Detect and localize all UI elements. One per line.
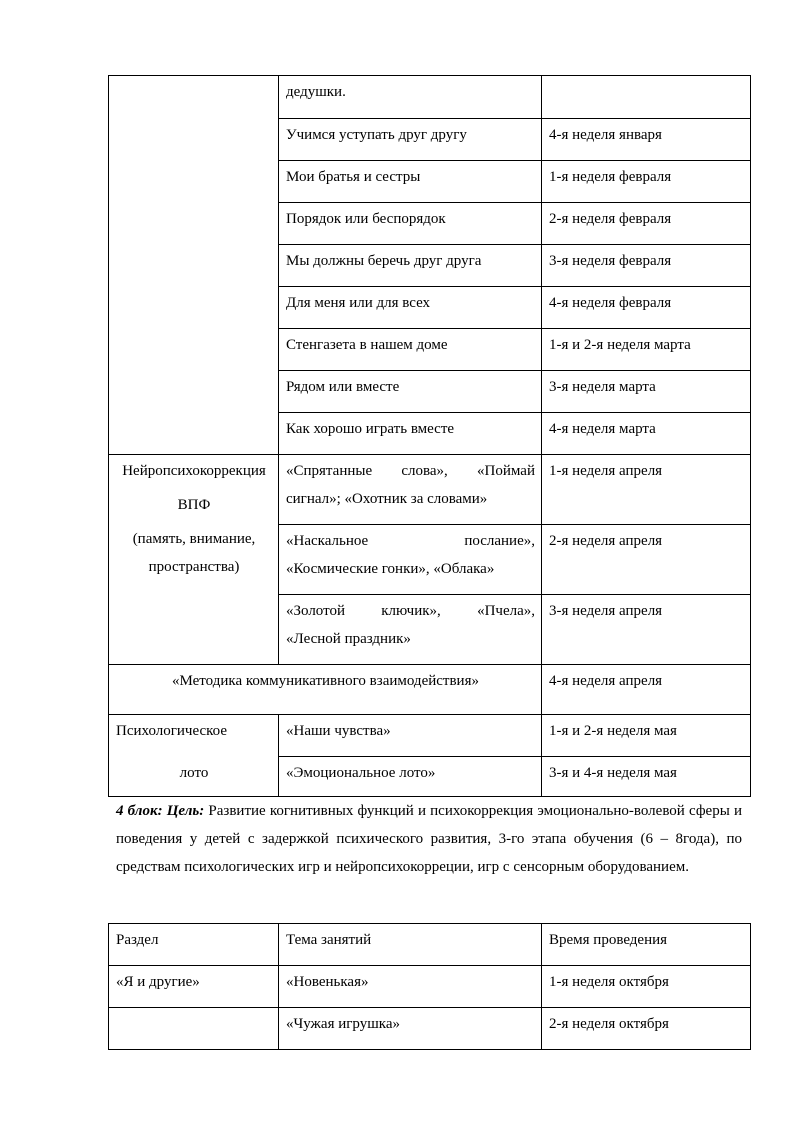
time-cell: 1-я неделя февраля	[542, 161, 751, 203]
section-neuro-line2: ВПФ	[177, 497, 211, 513]
section-cell-psych	[109, 715, 279, 797]
method-cell: «Методика коммуникативного взаимодействия»	[109, 665, 542, 715]
section-cell-empty	[109, 76, 279, 455]
time-cell: 4-я неделя апреля	[542, 665, 751, 715]
time-cell	[542, 76, 751, 119]
schedule-table-continued	[108, 75, 751, 797]
time-cell: 1-я и 2-я неделя марта	[542, 329, 751, 371]
section-neuro-line3: (память, внимание,	[132, 531, 256, 547]
topic-cell: Для меня или для всех	[279, 287, 542, 329]
topic-cell: Стенгазета в нашем доме	[279, 329, 542, 371]
topic-cell: Учимся уступать друг другу	[279, 119, 542, 161]
section-neuro-line4: пространства)	[148, 559, 240, 575]
schedule-table-block4	[108, 923, 751, 1050]
time-cell: 3-я неделя марта	[542, 371, 751, 413]
topic-cell: Порядок или беспорядок	[279, 203, 542, 245]
topic-cell: «Наши чувства»	[279, 715, 542, 757]
topic-cell: «Чужая игрушка»	[279, 1008, 542, 1050]
time-cell: 4-я неделя января	[542, 119, 751, 161]
topic-cell: Рядом или вместе	[279, 371, 542, 413]
time-cell: 3-я неделя февраля	[542, 245, 751, 287]
topic-cell: «Наскальное послание», «Космические гонки», «Облака»	[279, 525, 542, 595]
section-cell: «Я и другие»	[109, 966, 279, 1008]
time-cell: 3-я неделя апреля	[542, 595, 751, 665]
topic-cell: Как хорошо играть вместе	[279, 413, 542, 455]
header-topic: Тема занятий	[279, 924, 542, 966]
topic-cell: Мои братья и сестры	[279, 161, 542, 203]
time-cell: 2-я неделя февраля	[542, 203, 751, 245]
section-psych-line1: Психологическое	[116, 723, 228, 739]
time-cell: 2-я неделя апреля	[542, 525, 751, 595]
block4-text: Развитие когнитивных функций и психокоррекция эмоционально-волевой сферы и поведения у детей с задержкой психического развития, 3-го этапа обучения (6 – 8года), по средствам психологических игр и нейропсихокорреции, игр с сенсорным оборудованием.	[116, 803, 742, 875]
topic-cell: дедушки.	[279, 76, 542, 119]
header-section: Раздел	[109, 924, 279, 966]
section-neuro-line1: Нейропсихокоррекция	[122, 463, 266, 479]
time-cell: 1-я неделя апреля	[542, 455, 751, 525]
topic-cell: «Новенькая»	[279, 966, 542, 1008]
section-cell-neuro	[109, 455, 279, 665]
topic-cell: «Спрятанные слова», «Поймай сигнал»; «Охотник за словами»	[279, 455, 542, 525]
section-psych-line2: лото	[179, 765, 209, 781]
time-cell: 2-я неделя октября	[542, 1008, 751, 1050]
block4-label: 4 блок: Цель:	[116, 803, 205, 819]
topic-cell: Мы должны беречь друг друга	[279, 245, 542, 287]
header-time: Время проведения	[542, 924, 751, 966]
time-cell: 1-я и 2-я неделя мая	[542, 715, 751, 757]
time-cell: 4-я неделя марта	[542, 413, 751, 455]
topic-cell: «Золотой ключик», «Пчела», «Лесной праздник»	[279, 595, 542, 665]
time-cell: 3-я и 4-я неделя мая	[542, 757, 751, 797]
section-cell	[109, 1008, 279, 1050]
time-cell: 1-я неделя октября	[542, 966, 751, 1008]
time-cell: 4-я неделя февраля	[542, 287, 751, 329]
topic-cell: «Эмоциональное лото»	[279, 757, 542, 797]
block4-paragraph	[116, 797, 742, 881]
